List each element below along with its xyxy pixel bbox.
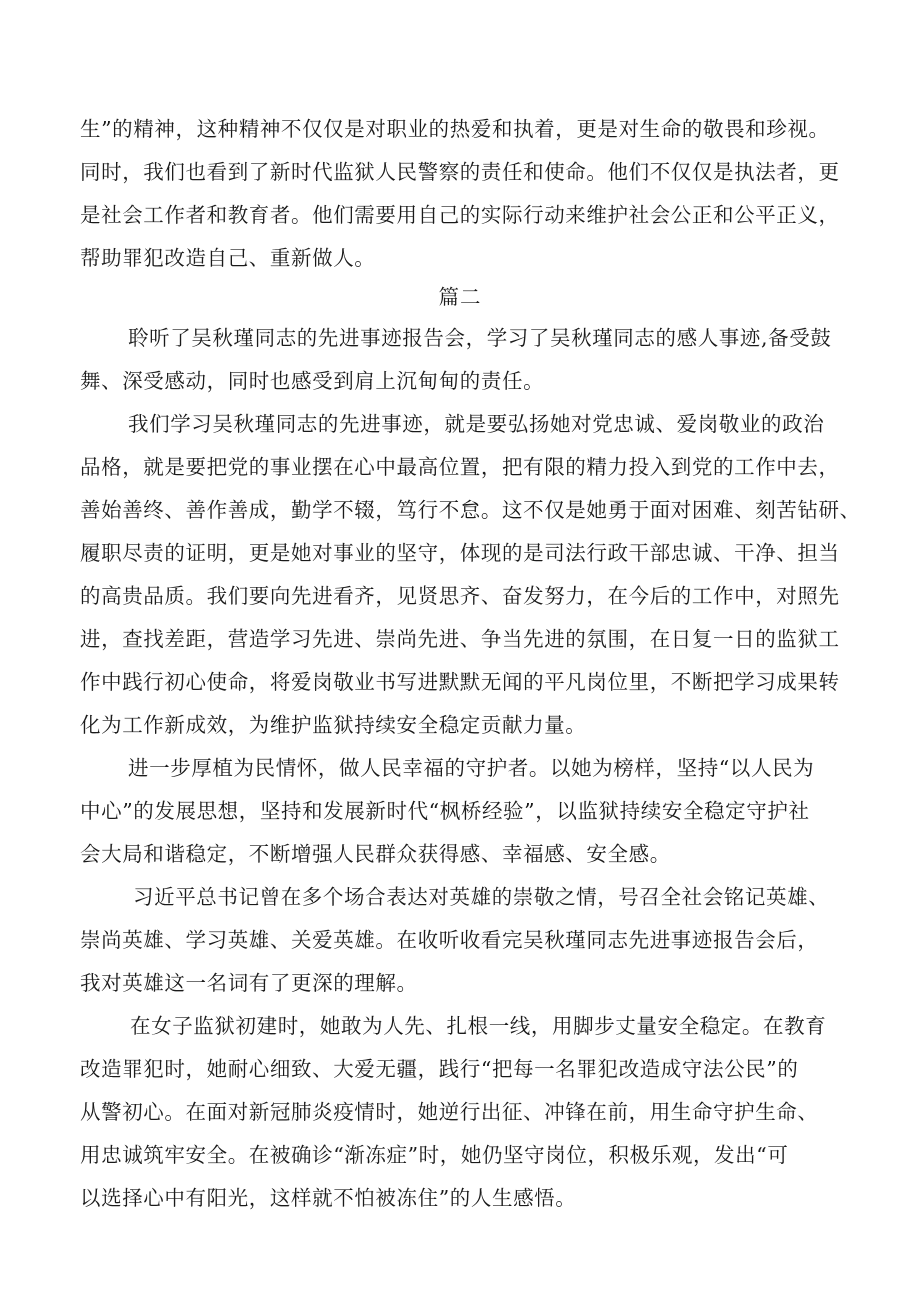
text-line: 舞、深受感动，同时也感受到肩上沉甸甸的责任。 bbox=[80, 369, 545, 393]
text-line: 改造罪犯时，她耐心细致、大爱无疆，践行“把每一名罪犯改造成守法公民”的 bbox=[80, 1057, 799, 1081]
text-line: 同时，我们也看到了新时代监狱人民警察的责任和使命。他们不仅仅是执法者，更 bbox=[80, 160, 840, 184]
text-line: 帮助罪犯改造自己、重新做人。 bbox=[80, 246, 376, 270]
text-line: 用忠诚筑牢安全。在被确诊“渐冻症”时，她仍坚守岗位，积极乐观，发出“可 bbox=[80, 1143, 789, 1167]
text-line: 作中践行初心使命，将爱岗敬业书写进默默无闻的平凡岗位里，不断把学习成果转 bbox=[80, 670, 840, 694]
text-line: 履职尽责的证明，更是她对事业的坚守，体现的是司法行政干部忠诚、干净、担当 bbox=[80, 541, 840, 565]
section-heading: 篇二 bbox=[438, 285, 482, 309]
text-line: 化为工作新成效，为维护监狱持续安全稳定贡献力量。 bbox=[80, 713, 587, 737]
text-line: 进，查找差距，营造学习先进、崇尚先进、争当先进的氛围，在日复一日的监狱工 bbox=[80, 627, 840, 651]
text-line: 聆听了吴秋瑾同志的先进事迹报告会，学习了吴秋瑾同志的感人事迹,备受鼓 bbox=[128, 326, 832, 350]
text-line: 进一步厚植为民情怀，做人民幸福的守护者。以她为榜样，坚持“以人民为 bbox=[128, 756, 815, 780]
text-line: 生”的精神，这种精神不仅仅是对职业的热爱和执着，更是对生命的敬畏和珍视。 bbox=[80, 117, 830, 141]
text-line: 在女子监狱初建时，她敢为人先、扎根一线，用脚步丈量安全稳定。在教育 bbox=[130, 1014, 827, 1038]
text-line: 善始善终、善作善成，勤学不辍，笃行不怠。这不仅是她勇于面对困难、刻苦钻研、 bbox=[80, 498, 861, 522]
text-line: 我们学习吴秋瑾同志的先进事迹，就是要弘扬她对党忠诚、爱岗敬业的政治 bbox=[128, 412, 825, 436]
text-line: 我对英雄这一名词有了更深的理解。 bbox=[80, 971, 418, 995]
text-line: 习近平总书记曾在多个场合表达对英雄的崇敬之情，号召全社会铭记英雄、 bbox=[133, 885, 830, 909]
text-line: 的高贵品质。我们要向先进看齐，见贤思齐、奋发努力，在今后的工作中，对照先 bbox=[80, 584, 840, 608]
text-line: 中心”的发展思想，坚持和发展新时代“枫桥经验”，以监狱持续安全稳定守护社 bbox=[80, 799, 810, 823]
text-line: 是社会工作者和教育者。他们需要用自己的实际行动来维护社会公正和公平正义， bbox=[80, 203, 840, 227]
text-line: 以选择心中有阳光，这样就不怕被冻住”的人生感悟。 bbox=[80, 1186, 577, 1210]
text-line: 品格，就是要把党的事业摆在心中最高位置，把有限的精力投入到党的工作中去， bbox=[80, 455, 840, 479]
text-line: 会大局和谐稳定，不断增强人民群众获得感、幸福感、安全感。 bbox=[80, 842, 671, 866]
text-line: 从警初心。在面对新冠肺炎疫情时，她逆行出征、冲锋在前，用生命守护生命、 bbox=[80, 1100, 819, 1124]
text-line: 崇尚英雄、学习英雄、关爱英雄。在收听收看完吴秋瑾同志先进事迹报告会后， bbox=[80, 928, 819, 952]
